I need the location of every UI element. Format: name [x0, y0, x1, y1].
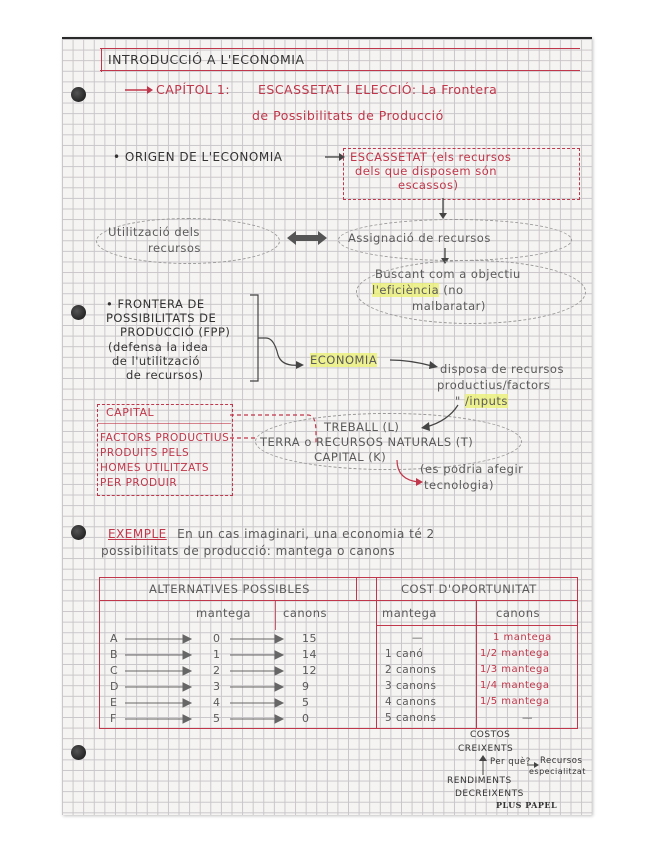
- double-arrow: [287, 231, 327, 245]
- economia-text: ECONOMIA: [310, 353, 378, 367]
- efficiency-line1: Buscant com a objectiu: [375, 267, 521, 281]
- row-letter-b: B: [110, 648, 119, 661]
- canons-value-c: 12: [302, 664, 317, 677]
- mantega-value-a: 0: [213, 632, 221, 645]
- example-label: EXEMPLE: [108, 527, 167, 541]
- canons-value-f: 0: [302, 712, 310, 725]
- cost-mantega-e: 4 canons: [385, 696, 437, 708]
- row-letter-f: F: [110, 712, 117, 725]
- cost-canons-a: 1 mantega: [493, 632, 552, 643]
- capital-box-title: CAPITAL: [106, 406, 155, 419]
- efficiency-highlight: l'eficiència: [372, 283, 440, 297]
- economia-arrow: [390, 358, 440, 370]
- scarcity-line3: escassos): [398, 178, 459, 192]
- cost-canons-b: 1/2 mantega: [480, 648, 550, 659]
- cost-mantega-a: —: [412, 632, 423, 644]
- capital-box-line2: PRODUITS PELS: [100, 447, 190, 459]
- left-sub-mantega: mantega: [196, 606, 251, 620]
- binder-hole-4: [71, 745, 86, 760]
- chapter-number: CAPÍTOL 1:: [156, 82, 231, 97]
- right-sub-mantega: mantega: [382, 606, 437, 620]
- tech-line2: tecnologia): [424, 478, 494, 492]
- assignment-text: Assignació de recursos: [348, 231, 491, 245]
- row-letter-d: D: [110, 680, 119, 693]
- utilization-line1: Utilització dels: [108, 225, 200, 239]
- cost-canons-f: —: [522, 712, 533, 724]
- tech-line1: (es podria afegir: [420, 462, 524, 476]
- capital-box-line3: HOMES UTILITZATS: [100, 462, 210, 474]
- title-underline: [100, 70, 580, 71]
- fpp-bracket: [246, 295, 306, 383]
- example-text: En un cas imaginari, una economia té 2: [177, 527, 435, 541]
- efficiency-no: (no: [443, 283, 464, 297]
- creixents-arrow: [478, 755, 488, 777]
- fpp-line3: PRODUCCIÓ (FPP): [120, 325, 231, 339]
- scarcity-line1: ESCASSETAT (els recursos: [350, 150, 512, 164]
- mantega-value-e: 4: [213, 696, 221, 709]
- costos-label: COSTOS: [470, 730, 511, 740]
- mantega-value-b: 1: [213, 648, 221, 661]
- perque-label: Per què?: [490, 757, 531, 767]
- capital-box-divider: [98, 423, 231, 424]
- row-letter-c: C: [110, 664, 119, 677]
- binder-hole-1: [71, 87, 86, 102]
- mantega-value-f: 5: [213, 712, 221, 725]
- cost-mantega-b: 1 canó: [385, 648, 424, 660]
- recursos-label: Recursos: [540, 756, 583, 766]
- origin-arrow: [325, 152, 345, 162]
- cost-canons-c: 1/3 mantega: [480, 664, 550, 675]
- especialitzat-label: especialitzat: [529, 767, 586, 776]
- disposa-line2: productius/factors: [437, 378, 551, 392]
- fpp-line4: (defensa la idea: [108, 340, 209, 354]
- rendiments-label: RENDIMENTS: [447, 776, 512, 786]
- fpp-line1: • FRONTERA DE: [106, 297, 205, 311]
- economia-label: [310, 353, 377, 367]
- scarcity-down-arrow: [438, 198, 448, 220]
- cost-mantega-f: 5 canons: [385, 712, 437, 724]
- chapter-title-line2: de Possibilitats de Producció: [252, 108, 444, 123]
- title-top-rule: [100, 48, 580, 49]
- origin-label: • ORIGEN DE L'ECONOMIA: [113, 150, 283, 164]
- capital-box-line1: FACTORS PRODUCTIUS: [100, 432, 230, 444]
- chapter-title-line1: ESCASSETAT I ELECCIÓ: La Frontera: [258, 82, 498, 97]
- example-line1: [108, 527, 435, 541]
- cost-mantega-d: 3 canons: [385, 680, 437, 692]
- fpp-line2: POSSIBILITATS DE: [106, 311, 217, 325]
- creixents-label: CREIXENTS: [458, 744, 514, 754]
- binder-hole-2: [71, 305, 86, 320]
- utilization-line2: recursos: [148, 241, 201, 255]
- inputs-highlight: /inputs: [464, 394, 508, 408]
- example-line2: possibilitats de producció: mantega o canons: [101, 544, 396, 558]
- mantega-value-d: 3: [213, 680, 221, 693]
- factor-treball: TREBALL (L): [324, 420, 400, 434]
- brand-logo: PLUS PAPEL: [496, 800, 558, 810]
- fpp-line6: de recursos): [126, 368, 204, 382]
- right-sub-canons: canons: [496, 606, 540, 620]
- table-header-rule: [100, 600, 577, 601]
- right-header: COST D'OPORTUNITAT: [401, 582, 537, 596]
- disposa-line3: [455, 394, 508, 408]
- row-letter-a: A: [110, 632, 119, 645]
- cost-canons-d: 1/4 mantega: [480, 680, 550, 691]
- page-title: INTRODUCCIÓ A L'ECONOMIA: [108, 52, 305, 67]
- cost-mantega-c: 2 canons: [385, 664, 437, 676]
- table-left-subdivider: [275, 600, 276, 630]
- canons-value-e: 5: [302, 696, 310, 709]
- chapter-arrow: [125, 85, 153, 95]
- left-header: ALTERNATIVES POSSIBLES: [149, 582, 310, 596]
- canons-value-d: 9: [302, 680, 310, 693]
- table-header-bracket: [356, 578, 357, 600]
- canons-value-b: 14: [302, 648, 317, 661]
- row-letter-e: E: [110, 696, 118, 709]
- left-sub-canons: canons: [283, 606, 327, 620]
- row-arrows: [125, 632, 295, 727]
- table-right-subdivider: [476, 600, 477, 728]
- decreixents-label: DECREIXENTS: [455, 789, 524, 799]
- mantega-value-c: 2: [213, 664, 221, 677]
- margin-line: [101, 48, 102, 72]
- scarcity-line2: dels que disposem són: [355, 164, 498, 178]
- efficiency-line2: [372, 283, 464, 297]
- capital-box-line4: PER PRODUIR: [100, 477, 178, 489]
- cost-canons-e: 1/5 mantega: [480, 696, 550, 707]
- efficiency-line3: malbaratar): [412, 299, 486, 313]
- disposa-line1: disposa de recursos: [440, 362, 564, 376]
- factor-terra: TERRA o RECURSOS NATURALS (T): [260, 435, 474, 449]
- factor-capital: CAPITAL (K): [314, 450, 387, 464]
- disposa-quote: ": [455, 394, 461, 408]
- fpp-line5: de l'utilització: [112, 354, 200, 368]
- canons-value-a: 15: [302, 632, 317, 645]
- binder-hole-3: [71, 525, 86, 540]
